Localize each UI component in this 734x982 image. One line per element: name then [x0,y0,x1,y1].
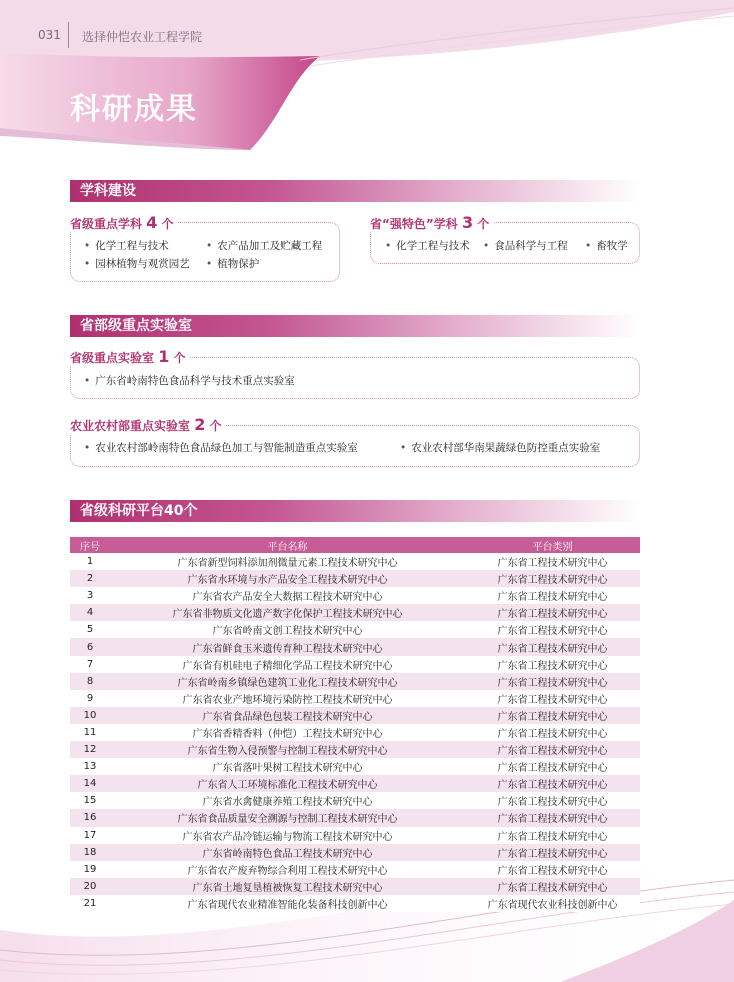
table-cell-index: 2 [70,570,110,587]
page-number: 031 [38,28,61,42]
table-cell-index: 16 [70,809,110,826]
table-cell-index: 18 [70,844,110,861]
table-cell-category: 广东省工程技术研究中心 [465,775,640,792]
section-header-platforms: 省级科研平台40个 [70,500,640,522]
table-cell-name: 广东省新型饲料添加剂微量元素工程技术研究中心 [110,553,465,570]
table-cell-index: 19 [70,861,110,878]
list-item: • 农产品加工及贮藏工程 [206,238,322,253]
table-cell-index: 21 [70,895,110,912]
table-cell-category: 广东省工程技术研究中心 [465,690,640,707]
table-cell-name: 广东省农业产地环境污染防控工程技术研究中心 [110,690,465,707]
table-cell-index: 1 [70,553,110,570]
table-row [70,895,640,912]
table-cell-name: 广东省非物质文化遗产数字化保护工程技术研究中心 [110,604,465,621]
table-cell-name: 广东省人工环境标准化工程技术研究中心 [110,775,465,792]
header-divider [68,22,69,48]
table-row [70,621,640,638]
provincial-labs-count: 1 [158,347,170,366]
table-cell-name: 广东省农产品冷链运输与物流工程技术研究中心 [110,827,465,844]
list-item: • 畜牧学 [585,238,628,253]
table-cell-index: 20 [70,878,110,895]
table-row [70,827,640,844]
column-header-index: 序号 [70,537,110,553]
table-cell-category: 广东省工程技术研究中心 [465,741,640,758]
table-header-row [70,537,640,553]
table-cell-name: 广东省落叶果树工程技术研究中心 [110,758,465,775]
table-cell-name: 广东省岭南乡镇绿色建筑工业化工程技术研究中心 [110,673,465,690]
key-disciplines-heading [70,213,178,232]
list-item: • 农业农村部岭南特色食品绿色加工与智能制造重点实验室 [84,440,358,455]
table-cell-category: 广东省工程技术研究中心 [465,553,640,570]
table-cell-index: 12 [70,741,110,758]
table-row [70,878,640,895]
table-row [70,741,640,758]
table-row [70,758,640,775]
list-item: • 化学工程与技术 [385,238,470,253]
table-cell-category: 广东省工程技术研究中心 [465,792,640,809]
page-header [0,0,734,68]
strong-disciplines-heading [370,213,493,232]
table-cell-category: 广东省工程技术研究中心 [465,844,640,861]
table-cell-index: 5 [70,621,110,638]
list-item: • 植物保护 [206,256,259,271]
key-disciplines-count: 4 [146,213,158,232]
table-cell-category: 广东省工程技术研究中心 [465,827,640,844]
table-cell-category: 广东省工程技术研究中心 [465,570,640,587]
ministry-labs-count: 2 [194,415,206,434]
table-cell-category: 广东省工程技术研究中心 [465,724,640,741]
table-row [70,861,640,878]
table-cell-name: 广东省有机硅电子精细化学品工程技术研究中心 [110,656,465,673]
list-item: • 食品科学与工程 [483,238,568,253]
table-cell-category: 广东省工程技术研究中心 [465,604,640,621]
table-cell-category: 广东省工程技术研究中心 [465,809,640,826]
column-header-name: 平台名称 [110,537,465,553]
table-cell-index: 13 [70,758,110,775]
table-row [70,809,640,826]
table-cell-index: 17 [70,827,110,844]
table-row [70,638,640,655]
column-header-category: 平台类别 [465,537,640,553]
table-cell-category: 广东省工程技术研究中心 [465,656,640,673]
table-cell-name: 广东省岭南文创工程技术研究中心 [110,621,465,638]
table-cell-category: 广东省工程技术研究中心 [465,861,640,878]
table-cell-name: 广东省食品质量安全溯源与控制工程技术研究中心 [110,809,465,826]
table-cell-index: 4 [70,604,110,621]
table-cell-name: 广东省现代农业精准智能化装备科技创新中心 [110,895,465,912]
table-cell-index: 9 [70,690,110,707]
table-row [70,656,640,673]
table-row [70,604,640,621]
ministry-labs-label: 农业农村部重点实验室 [70,419,191,433]
table-row [70,775,640,792]
table-cell-category: 广东省工程技术研究中心 [465,878,640,895]
table-cell-index: 14 [70,775,110,792]
table-cell-name: 广东省土地复垦植被恢复工程技术研究中心 [110,878,465,895]
provincial-labs-label: 省级重点实验室 [70,351,155,365]
table-cell-name: 广东省食品绿色包装工程技术研究中心 [110,707,465,724]
table-row [70,844,640,861]
table-cell-index: 10 [70,707,110,724]
key-disciplines-label: 省级重点学科 [70,217,143,231]
table-cell-name: 广东省水禽健康养殖工程技术研究中心 [110,792,465,809]
table-cell-category: 广东省工程技术研究中心 [465,758,640,775]
table-cell-index: 8 [70,673,110,690]
page-title: 科研成果 [70,92,198,127]
table-cell-name: 广东省鲜食玉米遗传育种工程技术研究中心 [110,638,465,655]
table-cell-category: 广东省工程技术研究中心 [465,638,640,655]
table-row [70,707,640,724]
table-cell-index: 6 [70,638,110,655]
table-row [70,724,640,741]
table-cell-name: 广东省岭南特色食品工程技术研究中心 [110,844,465,861]
table-cell-name: 广东省农产废弃物综合利用工程技术研究中心 [110,861,465,878]
table-cell-index: 15 [70,792,110,809]
table-cell-category: 广东省工程技术研究中心 [465,587,640,604]
table-row [70,570,640,587]
key-disciplines-unit: 个 [161,217,174,231]
list-item: • 农业农村部华南果蔬绿色防控重点实验室 [400,440,600,455]
table-cell-category: 广东省工程技术研究中心 [465,673,640,690]
table-row [70,792,640,809]
ministry-labs-unit: 个 [209,419,222,433]
table-cell-name: 广东省水环境与水产品安全工程技术研究中心 [110,570,465,587]
table-cell-category: 广东省工程技术研究中心 [465,621,640,638]
table-cell-name: 广东省农产品安全大数据工程技术研究中心 [110,587,465,604]
ministry-labs-heading [70,415,226,434]
section-header-discipline: 学科建设 [70,180,640,202]
document-title: 选择仲恺农业工程学院 [82,30,203,44]
table-row [70,553,640,570]
table-cell-index: 7 [70,656,110,673]
platform-table [70,537,640,912]
platform-table-body [70,553,640,912]
strong-disciplines-unit: 个 [477,217,490,231]
list-item: • 园林植物与观赏园艺 [84,256,190,271]
strong-disciplines-count: 3 [461,213,474,232]
provincial-labs-heading [70,347,190,366]
list-item: • 化学工程与技术 [84,238,169,253]
table-cell-category: 广东省工程技术研究中心 [465,707,640,724]
table-row [70,587,640,604]
section-header-labs: 省部级重点实验室 [70,315,640,337]
table-cell-index: 3 [70,587,110,604]
strong-disciplines-label: 省“强特色”学科 [370,217,458,231]
provincial-labs-unit: 个 [173,351,186,365]
table-cell-index: 11 [70,724,110,741]
table-row [70,690,640,707]
table-cell-name: 广东省生物入侵预警与控制工程技术研究中心 [110,741,465,758]
list-item: • 广东省岭南特色食品科学与技术重点实验室 [84,373,295,388]
table-cell-name: 广东省香精香料（仲恺）工程技术研究中心 [110,724,465,741]
table-cell-category: 广东省现代农业科技创新中心 [465,895,640,912]
table-row [70,673,640,690]
